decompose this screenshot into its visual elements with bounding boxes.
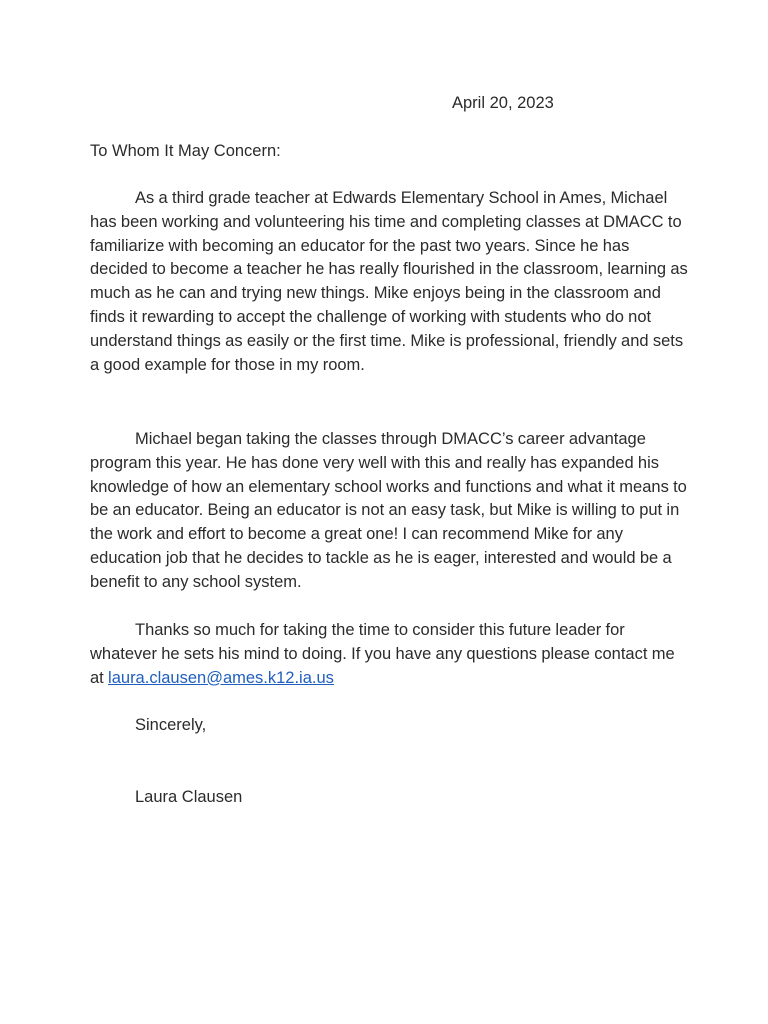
letter-salutation: To Whom It May Concern: bbox=[90, 142, 281, 160]
letter-closing: Sincerely, bbox=[135, 716, 207, 734]
email-link[interactable]: laura.clausen@ames.k12.ia.us bbox=[108, 668, 334, 687]
letter-paragraph-3-text: Thanks so much for taking the time to consider this future leader for whatever he sets his mind to doing. If you have any questions please contact me at bbox=[90, 621, 675, 687]
paragraph-3-block bbox=[90, 619, 690, 690]
letter-signature: Laura Clausen bbox=[135, 788, 243, 806]
letter-paragraph-1: As a third grade teacher at Edwards Elementary School in Ames, Michael has been working and volunteering his time and completing classes at DMACC to familiarize with becoming an educator for the past two years. Since he has decided to become a teacher he has really flourished in the classroom, learning as much as he can and trying new things. Mike enjoys being in the classroom and finds it rewarding to accept the challenge of working with students who do not understand things as easily or the first time. Mike is professional, friendly and sets a good example for those in my room. bbox=[90, 189, 688, 374]
paragraph-1-block bbox=[90, 187, 690, 377]
letter-paragraph-2: Michael began taking the classes through DMACC’s career advantage program this year. He has done very well with this and really has expanded his knowledge of how an elementary school works and functions and what it means to be an educator. Being an educator is not an easy task, but Mike is willing to put in the work and effort to become a great one! I can recommend Mike for any education job that he decides to tackle as he is eager, interested and would be a benefit to any school system. bbox=[90, 430, 687, 591]
letter-date: April 20, 2023 bbox=[452, 94, 554, 112]
paragraph-2-block bbox=[90, 428, 690, 595]
letter-paragraph-3 bbox=[90, 619, 690, 690]
